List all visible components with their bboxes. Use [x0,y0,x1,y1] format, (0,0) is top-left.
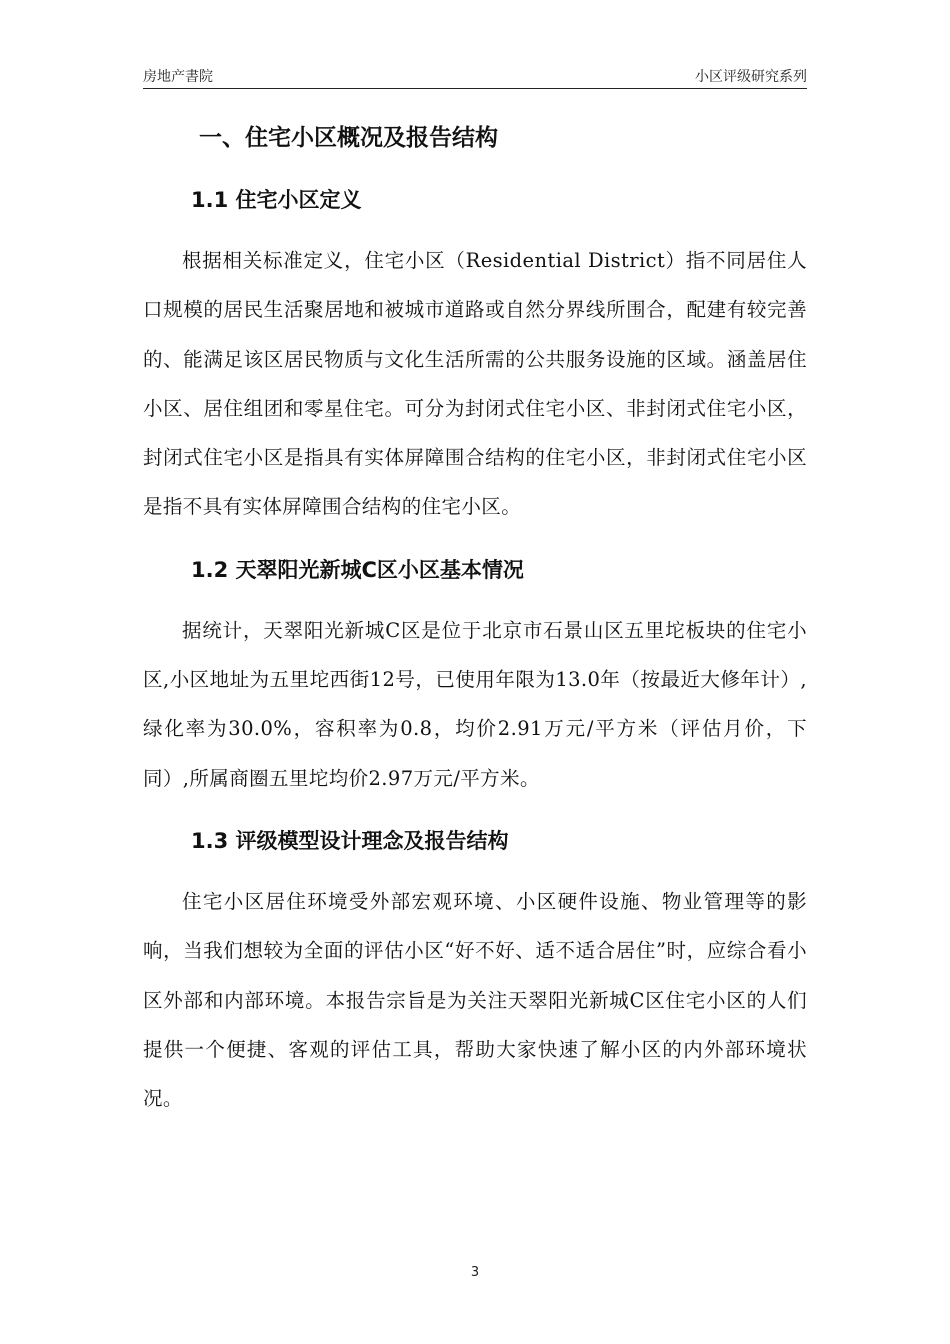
paragraph-basic-info: 据统计，天翠阳光新城C区是位于北京市石景山区五里坨板块的住宅小区,小区地址为五里坨西街12号，已使用年限为13.0年（按最近大修年计）,绿化率为30.0%，容积率为0.8，均价2.91万元/平方米（评估月价，下同）,所属商圈五里坨均价2.97万元/平方米。 [143,618,807,790]
header-publisher: 房地产書院 [143,69,213,85]
paragraph-model-design: 住宅小区居住环境受外部宏观环境、小区硬件设施、物业管理等的影响，当我们想较为全面的评估小区“好不好、适不适合居住”时，应综合看小区外部和内部环境。本报告宗旨是为关注天翠阳光新城C区住宅小区的人们提供一个便捷、客观的评估工具，帮助大家快速了解小区的内外部环境状况。 [143,889,807,1111]
section-title: 一、住宅小区概况及报告结构 [199,125,498,151]
page-content [143,118,807,1123]
subsection-title-1-2: 1.2 天翠阳光新城C区小区基本情况 [191,557,524,582]
subsection-title-1-1: 1.1 住宅小区定义 [191,188,362,212]
paragraph-definition: 根据相关标准定义，住宅小区（Residential District）指不同居住人口规模的居民生活聚居地和被城市道路或自然分界线所围合，配建有较完善的、能满足该区居民物质与文化生活所需的公共服务设施的区域。涵盖居住小区、居住组团和零星住宅。可分为封闭式住宅小区、非封闭式住宅小区，封闭式住宅小区是指具有实体屏障围合结构的住宅小区，非封闭式住宅小区是指不具有实体屏障围合结构的住宅小区。 [143,249,807,519]
page-header [143,66,807,89]
page-number: 3 [470,1265,480,1280]
header-series-title: 小区评级研究系列 [695,69,807,85]
subsection-title-1-3: 1.3 评级模型设计理念及报告结构 [191,828,509,853]
